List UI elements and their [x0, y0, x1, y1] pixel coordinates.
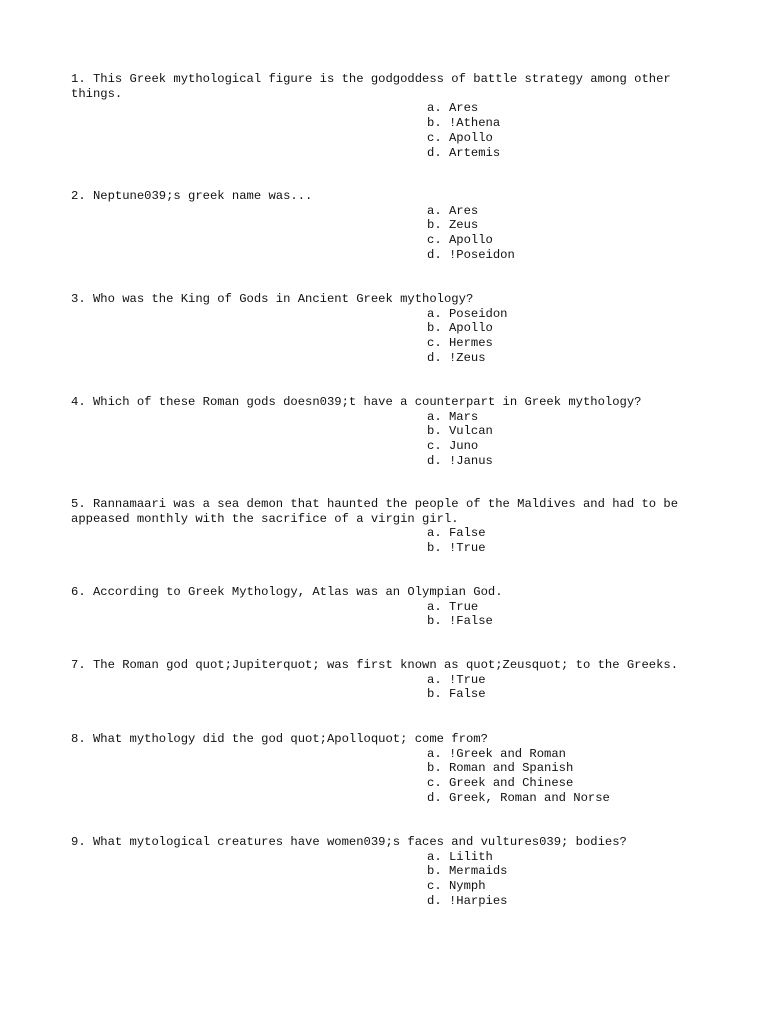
option-c: c. Nymph — [427, 879, 486, 894]
answer-options — [71, 307, 711, 366]
answer-options — [71, 600, 711, 629]
option-d: d. !Poseidon — [427, 247, 515, 262]
answer-options — [71, 410, 711, 469]
option-d: d. Artemis — [427, 145, 501, 160]
question-9 — [71, 835, 711, 909]
question-4 — [71, 395, 711, 469]
option-d: d. !Harpies — [427, 893, 508, 908]
question-text: 5. Rannamaari was a sea demon that haunted the people of the Maldives and had to be appeased monthly with the sacrifice of a virgin girl. — [71, 497, 686, 526]
question-8 — [71, 732, 711, 806]
question-text: 3. Who was the King of Gods in Ancient Greek mythology? — [71, 292, 474, 306]
answer-options — [71, 204, 711, 263]
option-b: b. Mermaids — [427, 864, 508, 879]
answer-options — [71, 101, 711, 160]
option-c: c. Juno — [427, 439, 479, 454]
option-d: d. !Zeus — [427, 350, 486, 365]
option-a: a. Poseidon — [427, 306, 508, 321]
answer-options — [71, 526, 711, 555]
question-5 — [71, 497, 711, 556]
option-b: b. False — [427, 687, 486, 702]
option-a: a. Lilith — [427, 849, 493, 864]
option-b: b. !False — [427, 614, 493, 629]
question-3 — [71, 292, 711, 366]
option-c: c. Greek and Chinese — [427, 776, 574, 791]
question-text: 8. What mythology did the god quot;Apolloquot; come from? — [71, 732, 488, 746]
option-d: d. !Janus — [427, 453, 493, 468]
option-a: a. Mars — [427, 409, 479, 424]
question-7 — [71, 658, 711, 702]
option-a: a. Ares — [427, 101, 479, 116]
answer-options — [71, 673, 711, 702]
question-6 — [71, 585, 711, 629]
option-b: b. !Athena — [427, 116, 501, 131]
option-d: d. Greek, Roman and Norse — [427, 790, 610, 805]
question-2 — [71, 189, 711, 263]
option-a: a. True — [427, 599, 479, 614]
option-b: b. Zeus — [427, 218, 479, 233]
option-c: c. Apollo — [427, 233, 493, 248]
option-b: b. Apollo — [427, 321, 493, 336]
answer-options — [71, 747, 711, 806]
option-a: a. False — [427, 526, 486, 541]
option-a: a. !Greek and Roman — [427, 746, 566, 761]
question-text: 6. According to Greek Mythology, Atlas was an Olympian God. — [71, 585, 503, 599]
option-b: b. !True — [427, 541, 486, 556]
option-c: c. Hermes — [427, 336, 493, 351]
option-c: c. Apollo — [427, 130, 493, 145]
option-a: a. !True — [427, 672, 486, 687]
question-1 — [71, 72, 711, 160]
question-text: 9. What mytological creatures have women039;s faces and vultures039; bodies? — [71, 835, 627, 849]
option-b: b. Vulcan — [427, 424, 493, 439]
option-b: b. Roman and Spanish — [427, 761, 574, 776]
question-text: 2. Neptune039;s greek name was... — [71, 189, 313, 203]
option-a: a. Ares — [427, 203, 479, 218]
answer-options — [71, 850, 711, 909]
question-text: 7. The Roman god quot;Jupiterquot; was first known as quot;Zeusquot; to the Greeks. — [71, 658, 679, 672]
question-text: 4. Which of these Roman gods doesn039;t have a counterpart in Greek mythology? — [71, 395, 642, 409]
question-text: 1. This Greek mythological figure is the godgoddess of battle strategy among other things. — [71, 72, 679, 101]
